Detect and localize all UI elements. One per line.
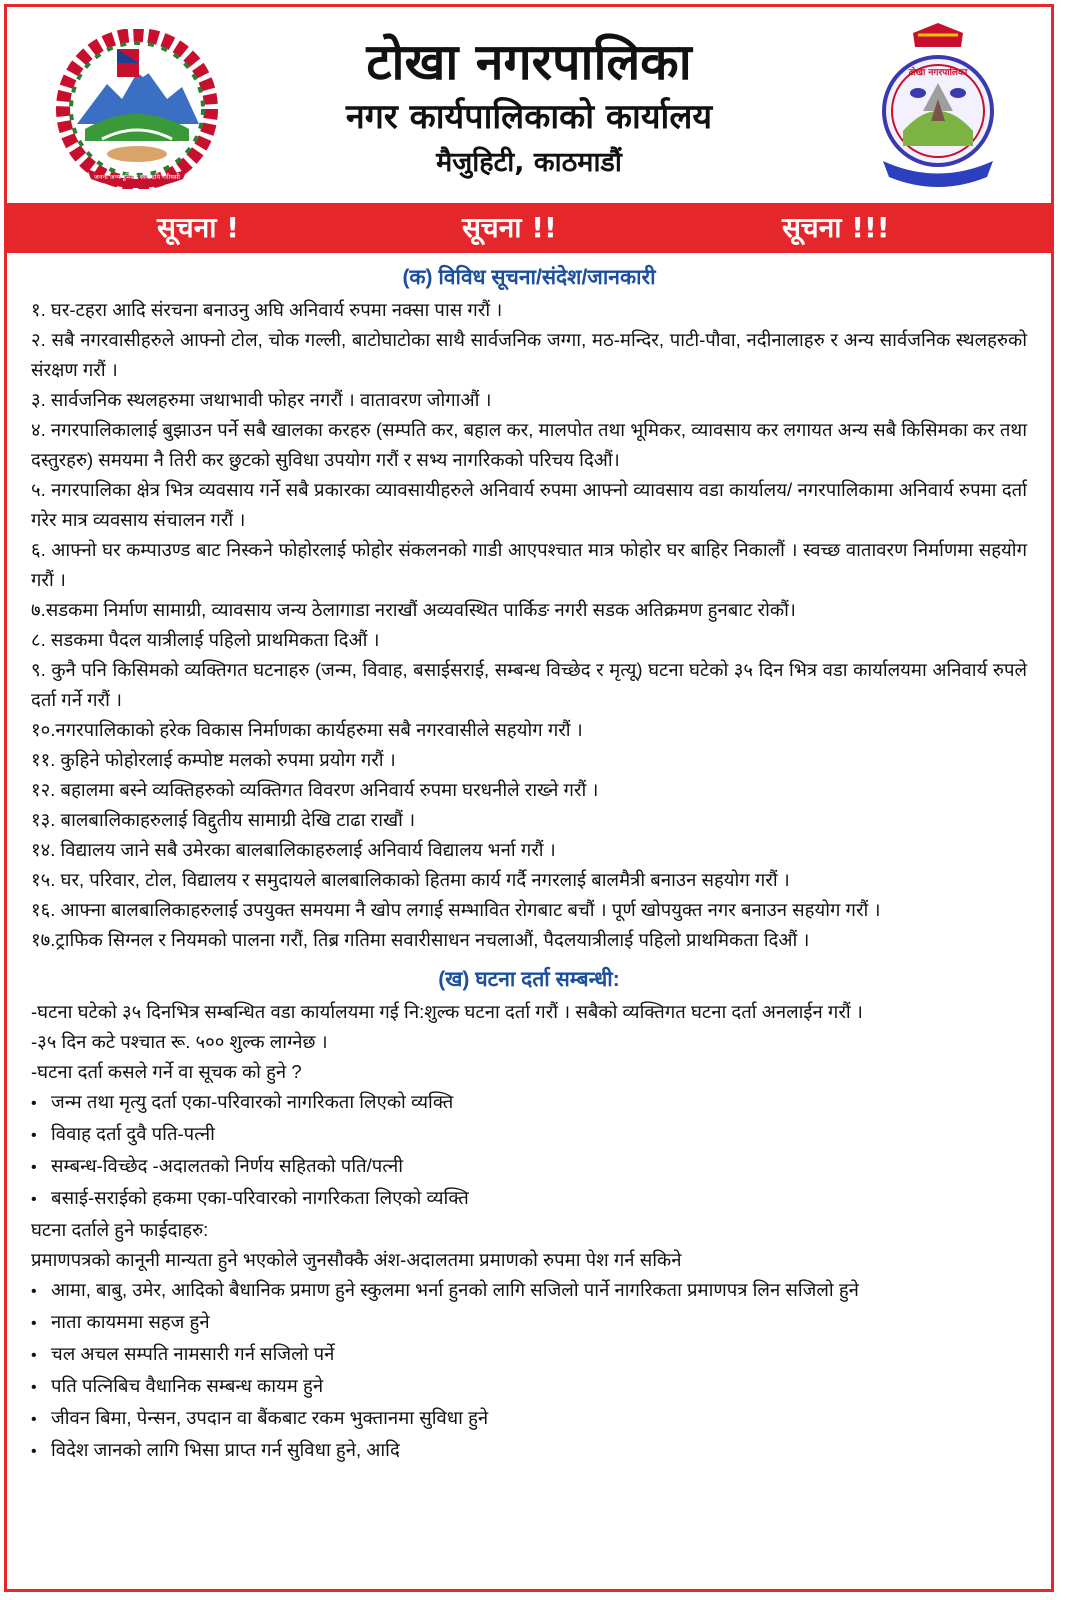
- informant-bullet: [31, 1119, 1027, 1151]
- benefit-bullet: [31, 1275, 1027, 1307]
- benefit-text: विदेश जानको लागि भिसा प्राप्त गर्न सुविधा हुने, आदि: [51, 1439, 400, 1460]
- section-a-heading: (क) विविध सूचना/संदेश/जानकारी: [402, 266, 656, 289]
- bullet-icon: •: [31, 1283, 37, 1300]
- notice-item: ४. नगरपालिकालाई बुझाउन पर्ने सबै खालका करहरु (सम्पति कर, बहाल कर, मालपोत तथा भूमिकर, व्यावसाय कर लगायत अन्य सबै किसिमका कर तथा दस्तुरहरु) समयमा नै तिरी कर छुटको सुविधा उपयोग गरौं र सभ्य नागरिकको परिचय दिऔं।: [31, 419, 1027, 470]
- benefit-bullet: [31, 1371, 1027, 1403]
- informant-text: सम्बन्ध-विच्छेद -अदालतको निर्णय सहितको पति/पत्नी: [51, 1155, 404, 1176]
- notice-item: १२. बहालमा बस्ने व्यक्तिहरुको व्यक्तिगत विवरण अनिवार्य रुपमा घरधनीले राख्ने गरौं ।: [31, 779, 599, 800]
- emblem-motto: जननी जन्मभूमिश्च स्वर्गादपि गरीयसी: [94, 173, 180, 181]
- notice-item: १४. विद्यालय जाने सबै उमेरका बालबालिकाहरुलाई अनिवार्य विद्यालय भर्ना गरौं ।: [31, 839, 556, 860]
- notice-item: ६. आफ्नो घर कम्पाउण्ड बाट निस्कने फोहोरलाई फोहोर संकलनको गाडी आएपश्चात मात्र फोहोर घर बाहिर निकालौं । स्वच्छ वातावरण निर्माणमा सहयोग गरौं ।: [31, 539, 1027, 590]
- notice-item: १३. बालबालिकाहरुलाई विद्दुतीय सामाग्री देखि टाढा राखौं ।: [31, 809, 416, 830]
- benefit-text: जीवन बिमा, पेन्सन, उपदान वा बैंकबाट रकम भुक्तानमा सुविधा हुने: [51, 1407, 489, 1428]
- notice-item: १६. आफ्ना बालबालिकाहरुलाई उपयुक्त समयमा नै खोप लगाई सम्भावित रोगबाट बचौं । पूर्ण खोपयुक्त नगर बनाउन सहयोग गरौं ।: [31, 899, 881, 920]
- benefit-text: आमा, बाबु, उमेर, आदिको बैधानिक प्रमाण हुने स्कुलमा भर्ना हुनको लागि सजिलो पार्ने नागरिकता प्रमाणपत्र लिन सजिलो हुने: [51, 1279, 859, 1300]
- notice-item: २. सबै नगरवासीहरुले आफ्नो टोल, चोक गल्ली, बाटोघाटोका साथै सार्वजनिक जग्गा, मठ-मन्दिर, पाटी-पौवा, नदीनालाहरु र अन्य सार्वजनिक स्थलहरुको संरक्षण गरौं ।: [31, 329, 1027, 380]
- informant-bullet: [31, 1183, 1027, 1215]
- bullet-icon: •: [31, 1379, 37, 1396]
- notice-item: १७.ट्राफिक सिग्नल र नियमको पालना गरौं, तिब्र गतिमा सवारीसाधन नचलाऔं, पैदलयात्रीलाई पहिलो प्राथमिकता दिऔं ।: [31, 929, 810, 950]
- bullet-icon: •: [31, 1315, 37, 1332]
- informant-text: विवाह दर्ता दुवै पति-पत्नी: [51, 1123, 215, 1144]
- registration-note: -घटना घटेको ३५ दिनभित्र सम्बन्धित वडा कार्यालयमा गई नि:शुल्क घटना दर्ता गरौं । सबैको व्यक्तिगत घटना दर्ता अनलाईन गरौं ।: [31, 1001, 863, 1022]
- notice-item: ७.सडकमा निर्माण सामाग्री, व्यावसाय जन्य ठेलागाडा नराखौं अव्यवस्थित पार्किङ नगरी सडक अतिक्रमण हुनबाट रोकौं।: [31, 599, 796, 620]
- informant-text: जन्म तथा मृत्यु दर्ता एका-परिवारको नागरिकता लिएको व्यक्ति: [51, 1091, 454, 1112]
- benefits-intro: प्रमाणपत्रको कानूनी मान्यता हुने भएकोले जुनसौक्कै अंश-अदालतमा प्रमाणको रुपमा पेश गर्न सकिने: [31, 1249, 682, 1270]
- registration-note: -घटना दर्ता कसले गर्ने वा सूचक को हुने ?: [31, 1061, 302, 1082]
- notice-label-2: सूचना !!: [462, 211, 557, 244]
- benefit-text: नाता कायममा सहज हुने: [51, 1311, 210, 1332]
- notice-item: ५. नगरपालिका क्षेत्र भित्र व्यवसाय गर्ने सबै प्रकारका व्यावसायीहरुले अनिवार्य रुपमा आफ्नो व्यावसाय वडा कार्यालय/ नगरपालिकामा अनिवार्य रुपमा दर्ता गरेर मात्र व्यवसाय संचालन गरौं ।: [31, 479, 1027, 530]
- office-address: मैजुहिटी, काठमाडौं: [436, 147, 622, 178]
- benefit-bullet: [31, 1403, 1027, 1435]
- benefit-bullet: [31, 1435, 1027, 1467]
- tokha-municipality-logo: [873, 21, 1003, 191]
- benefit-text: चल अचल सम्पति नामसारी गर्न सजिलो पर्ने: [51, 1343, 335, 1364]
- notice-item: ९. कुनै पनि किसिमको व्यक्तिगत घटनाहरु (जन्म, विवाह, बसाईसराई, सम्बन्ध विच्छेद र मृत्यू) घटना घटेको ३५ दिन भित्र वडा कार्यालयमा अनिवार्य रुपले दर्ता गर्ने गरौं ।: [31, 659, 1027, 710]
- office-subtitle: नगर कार्यपालिकाको कार्यालय: [345, 97, 713, 137]
- bullet-icon: •: [31, 1411, 37, 1428]
- bullet-icon: •: [31, 1159, 37, 1176]
- municipality-title: टोखा नगरपालिका: [366, 33, 692, 91]
- notice-item: १. घर-टहरा आदि संरचना बनाउनु अघि अनिवार्य रुपमा नक्सा पास गरौं ।: [31, 299, 503, 320]
- benefit-text: पति पत्निबिच वैधानिक सम्बन्ध कायम हुने: [51, 1375, 324, 1396]
- header: [7, 7, 1051, 203]
- informant-bullet: [31, 1151, 1027, 1183]
- notice-item: ८. सडकमा पैदल यात्रीलाई पहिलो प्राथमिकता दिऔं ।: [31, 629, 380, 650]
- notice-item: ११. कुहिने फोहोरलाई कम्पोष्ट मलको रुपमा प्रयोग गरौं ।: [31, 749, 396, 770]
- tokha-logo-label: टोखा नगरपालिका: [908, 68, 968, 78]
- informant-text: बसाई-सराईको हकमा एका-परिवारको नागरिकता लिएको व्यक्ति: [51, 1187, 469, 1208]
- registration-note: -३५ दिन कटे पश्चात रू. ५०० शुल्क लाग्नेछ ।: [31, 1031, 328, 1052]
- notice-content: [31, 261, 1027, 1467]
- notice-item: ३. सार्वजनिक स्थलहरुमा जथाभावी फोहर नगरौं । वातावरण जोगाऔं ।: [31, 389, 492, 410]
- notice-banner: [7, 203, 1051, 253]
- notice-poster: [4, 4, 1054, 1592]
- notice-item: १५. घर, परिवार, टोल, विद्यालय र समुदायले बालबालिकाको हितमा कार्य गर्दै नगरलाई बालमैत्री बनाउन सहयोग गरौं ।: [31, 869, 790, 890]
- informant-bullet: [31, 1087, 1027, 1119]
- bullet-icon: •: [31, 1127, 37, 1144]
- benefits-heading: घटना दर्ताले हुने फाईदाहरु:: [31, 1219, 209, 1240]
- notice-label-3: सूचना !!!: [782, 211, 890, 244]
- notice-label-1: सूचना !: [157, 211, 240, 244]
- bullet-icon: •: [31, 1347, 37, 1364]
- section-b-heading: (ख) घटना दर्ता सम्बन्धी:: [438, 968, 620, 991]
- bullet-icon: •: [31, 1443, 37, 1460]
- notice-item: १०.नगरपालिकाको हरेक विकास निर्माणका कार्यहरुमा सबै नगरवासीले सहयोग गरौं ।: [31, 719, 583, 740]
- benefit-bullet: [31, 1339, 1027, 1371]
- bullet-icon: •: [31, 1095, 37, 1112]
- bullet-icon: •: [31, 1191, 37, 1208]
- benefit-bullet: [31, 1307, 1027, 1339]
